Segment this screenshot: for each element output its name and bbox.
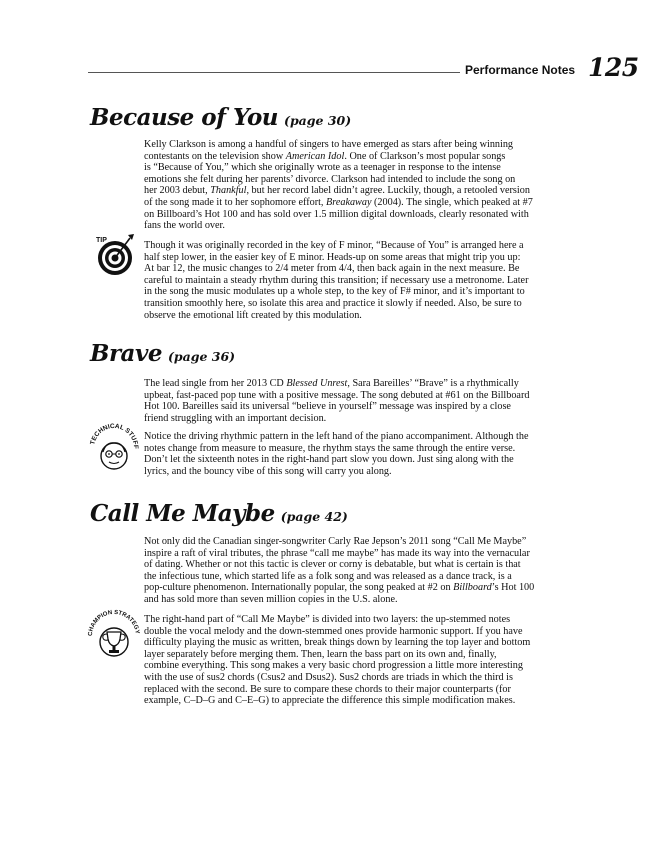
- text-line: replaced with the second. Be sure to compare these chords to their major counterparts (for: [144, 683, 511, 695]
- text-line: Kelly Clarkson is among a handful of singers to have emerged as stars after being winning: [144, 139, 514, 150]
- page-ref: (page 30): [284, 113, 352, 128]
- song-title: Call Me Maybe: [90, 500, 275, 527]
- text-line: contestants on the television show American Idol. One of Clarkson’s most popular songs: [144, 150, 506, 162]
- section-intro: [144, 139, 564, 232]
- text-line: with the use of sus2 chords (Csus2 and Dsus2). Sus2 chords are triads in which the third is: [144, 671, 513, 683]
- text-line: example, C–D–G and C–E–G) to appreciate the difference this simple modification makes.: [144, 695, 516, 707]
- text-line: half step lower, in the easier key of E minor. Heads-up on some areas that might trip you up:: [144, 251, 521, 263]
- text-line: lyrics, and the bouncy vibe of this song will carry you along.: [144, 465, 392, 477]
- show-title: American Idol: [285, 150, 345, 162]
- technical-note: [144, 431, 564, 477]
- text-line: friend struggling with an important decision.: [144, 412, 327, 424]
- publication-title: Billboard: [453, 582, 492, 594]
- header-rule: [88, 72, 460, 73]
- song-title: Because of You: [90, 104, 279, 131]
- text-line: notes change from measure to measure, the rhythm stays the same through the entire verse.: [144, 442, 516, 454]
- strategy-note: [144, 614, 564, 707]
- section-title-call-me-maybe: [90, 500, 348, 527]
- text-line: At bar 12, the music changes to 2/4 meter from 4/4, then back again in the next measure. Be: [144, 263, 520, 275]
- text-line: is “Because of You,” which she originally wrote as a teenager in response to the intense: [144, 162, 501, 174]
- text-line: observe the emotional lift created by this modulation.: [144, 309, 362, 321]
- text-line: emotions she felt during her parents’ divorce. Clarkson had intended to include the song on: [144, 173, 516, 185]
- album-title: Breakaway: [326, 196, 372, 208]
- text-line: inspire a raft of viral tributes, the phrase “call me maybe” has made its way into the vernacular: [144, 547, 530, 559]
- champion-strategy-trophy-icon: [86, 606, 142, 660]
- text-line: difficulty playing the music as written, break things down by learning the top layer and bottom: [144, 637, 531, 649]
- text-line: the infectious tune, which started life as a folk song and was released as a dance track, is a: [144, 570, 512, 582]
- album-title: Thankful: [210, 185, 247, 197]
- text-line: double the vocal melody and the down-stemmed ones provide harmonic support. If you have: [144, 625, 523, 637]
- text-line: her 2003 debut, Thankful, but her record label didn’t agree. Luckily, though, a retooled version: [144, 185, 530, 197]
- album-title: Blessed Unrest: [286, 378, 348, 389]
- text-line: Don’t let the sixteenth notes in the right-hand part slow you down. Just sing along with the: [144, 454, 514, 466]
- icon-label: CHAMPION STRATEGY: [87, 609, 140, 637]
- tip-target-icon: [92, 232, 138, 278]
- icon-label: TIP: [96, 237, 107, 244]
- page-number: 125: [588, 53, 639, 82]
- running-header: Performance Notes: [465, 63, 576, 77]
- text-line: in the song the music modulates up a whole step, to the key of F# minor, and it’s important to: [144, 286, 525, 298]
- text-line: and has sold more than seven million copies in the U.S. alone.: [144, 593, 398, 605]
- text-line: of the song made it to her sophomore effort, Breakaway (2004). The single, which peaked at #7: [144, 196, 533, 208]
- text-line: Not only did the Canadian singer-songwriter Carly Rae Jepson’s 2011 song “Call Me Maybe”: [144, 536, 527, 547]
- text-line: pop-culture phenomenon. Internationally popular, the song peaked at #2 on Billboard’s Hot 100: [144, 582, 535, 594]
- icon-label: TECHNICAL STUFF: [89, 422, 140, 450]
- text-line: Notice the driving rhythmic pattern in the left hand of the piano accompaniment. Although the: [144, 431, 529, 442]
- text-line: upbeat, fast-paced pop tune with a positive message. The song debuted at #61 on the Billboard: [144, 389, 530, 401]
- section-intro: [144, 378, 564, 424]
- text-line: careful to maintain a steady rhythm during this transition; if necessary use a metronome. Later: [144, 274, 529, 286]
- song-title: Brave: [90, 340, 162, 367]
- tip-note: [144, 240, 564, 321]
- text-line: layer separately before merging them. Then, learn the bass part on its own and, finally,: [144, 648, 497, 660]
- section-intro: [144, 536, 564, 606]
- section-title-because-of-you: [90, 104, 351, 131]
- technical-stuff-icon: [88, 422, 140, 472]
- section-title-brave: [90, 340, 235, 367]
- text-line: fans the world over.: [144, 220, 225, 232]
- text-line: Though it was originally recorded in the key of F minor, “Because of You” is arranged here a: [144, 240, 524, 251]
- text-line: Hot 100. Bareilles said its universal “believe in yourself” message was inspired by a close: [144, 401, 511, 413]
- text-line: of dating. Whether or not this tactic is clever or corny is debatable, but what is certain is that: [144, 559, 521, 571]
- text-line: on Billboard’s Hot 100 and has sold over 1.5 million digital downloads, clearly resonated with: [144, 208, 529, 220]
- text-line: transition smoothly here, so isolate this area and practice it slowly if needed. Also, be sure to: [144, 297, 522, 309]
- text-line: combine everything. This song makes a very basic chord progression a little more interesting: [144, 660, 523, 672]
- text-line: The lead single from her 2013 CD Blessed Unrest, Sara Bareilles’ “Brave” is a rhythmically: [144, 378, 519, 389]
- page-ref: (page 36): [167, 349, 236, 364]
- text-line: The right-hand part of “Call Me Maybe” is divided into two layers: the up-stemmed notes: [144, 614, 511, 625]
- page-ref: (page 42): [280, 509, 348, 524]
